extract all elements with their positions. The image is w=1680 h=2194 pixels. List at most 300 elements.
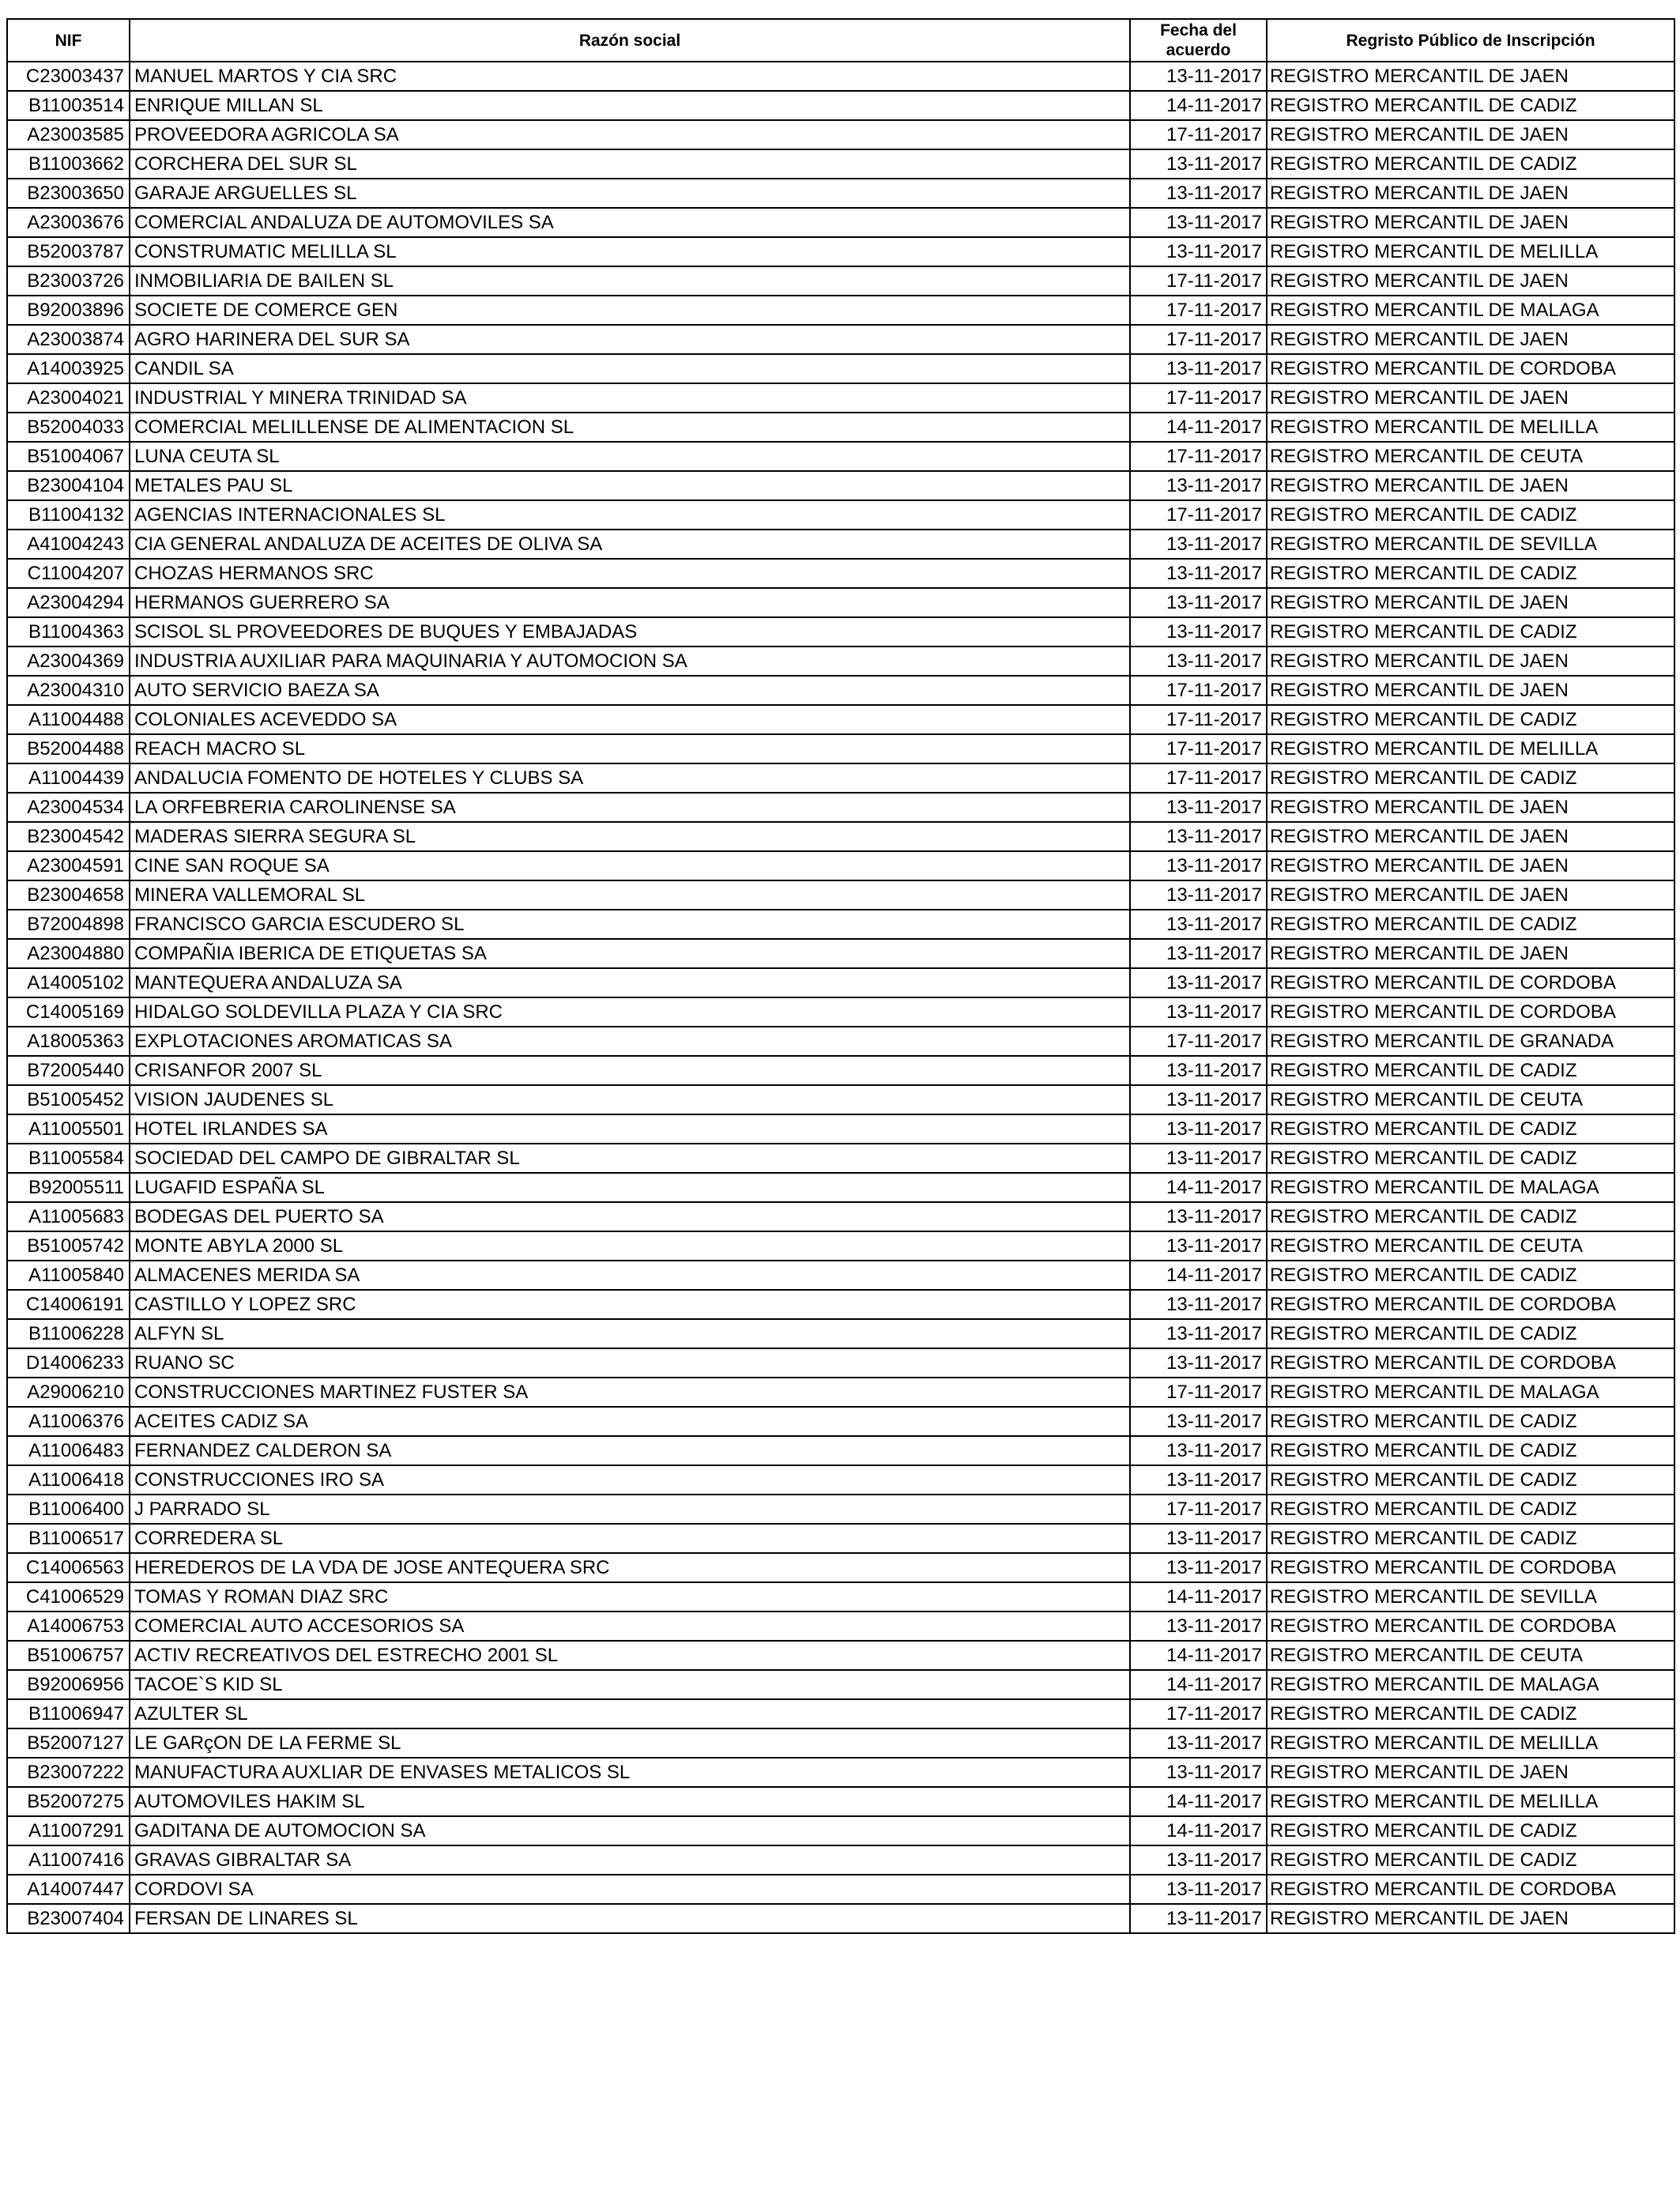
cell-registro: REGISTRO MERCANTIL DE CADIZ bbox=[1267, 1495, 1674, 1524]
cell-fecha: 17-11-2017 bbox=[1130, 120, 1267, 149]
cell-fecha: 13-11-2017 bbox=[1130, 1056, 1267, 1085]
cell-nif: A11006418 bbox=[7, 1465, 130, 1495]
cell-nif: A18005363 bbox=[7, 1027, 130, 1056]
cell-nif: A11005683 bbox=[7, 1202, 130, 1231]
cell-nif: B52003787 bbox=[7, 237, 130, 266]
cell-fecha: 13-11-2017 bbox=[1130, 1144, 1267, 1173]
cell-fecha: 13-11-2017 bbox=[1130, 793, 1267, 822]
cell-fecha: 13-11-2017 bbox=[1130, 1231, 1267, 1261]
cell-fecha: 14-11-2017 bbox=[1130, 1787, 1267, 1816]
cell-fecha: 17-11-2017 bbox=[1130, 296, 1267, 325]
table-row bbox=[7, 734, 1674, 763]
cell-registro: REGISTRO MERCANTIL DE JAEN bbox=[1267, 179, 1674, 208]
cell-razon-social: CORDOVI SA bbox=[130, 1875, 1130, 1904]
cell-nif: B23004542 bbox=[7, 822, 130, 851]
cell-razon-social: REACH MACRO SL bbox=[130, 734, 1130, 763]
table-row bbox=[7, 1378, 1674, 1407]
table-row bbox=[7, 1582, 1674, 1612]
cell-registro: REGISTRO MERCANTIL DE CORDOBA bbox=[1267, 1612, 1674, 1641]
table-row bbox=[7, 1787, 1674, 1816]
cell-fecha: 14-11-2017 bbox=[1130, 1641, 1267, 1670]
cell-nif: B11003514 bbox=[7, 91, 130, 120]
cell-nif: D14006233 bbox=[7, 1348, 130, 1378]
cell-razon-social: HIDALGO SOLDEVILLA PLAZA Y CIA SRC bbox=[130, 997, 1130, 1027]
cell-fecha: 13-11-2017 bbox=[1130, 1319, 1267, 1348]
table-row bbox=[7, 266, 1674, 296]
cell-fecha: 17-11-2017 bbox=[1130, 442, 1267, 471]
cell-razon-social: CINE SAN ROQUE SA bbox=[130, 851, 1130, 880]
cell-registro: REGISTRO MERCANTIL DE CADIZ bbox=[1267, 91, 1674, 120]
cell-fecha: 13-11-2017 bbox=[1130, 237, 1267, 266]
cell-fecha: 17-11-2017 bbox=[1130, 500, 1267, 530]
cell-nif: B11005584 bbox=[7, 1144, 130, 1173]
cell-registro: REGISTRO MERCANTIL DE MELILLA bbox=[1267, 1787, 1674, 1816]
cell-razon-social: INDUSTRIA AUXILIAR PARA MAQUINARIA Y AUTOMOCION SA bbox=[130, 647, 1130, 676]
cell-nif: A41004243 bbox=[7, 530, 130, 559]
cell-registro: REGISTRO MERCANTIL DE CADIZ bbox=[1267, 1436, 1674, 1465]
table-row bbox=[7, 1261, 1674, 1290]
table-row bbox=[7, 1699, 1674, 1728]
cell-registro: REGISTRO MERCANTIL DE CEUTA bbox=[1267, 1641, 1674, 1670]
cell-registro: REGISTRO MERCANTIL DE MALAGA bbox=[1267, 1378, 1674, 1407]
table-row bbox=[7, 1495, 1674, 1524]
cell-nif: B52007275 bbox=[7, 1787, 130, 1816]
cell-razon-social: GRAVAS GIBRALTAR SA bbox=[130, 1845, 1130, 1875]
cell-razon-social: ANDALUCIA FOMENTO DE HOTELES Y CLUBS SA bbox=[130, 763, 1130, 793]
cell-nif: A29006210 bbox=[7, 1378, 130, 1407]
cell-nif: B23007404 bbox=[7, 1904, 130, 1933]
cell-registro: REGISTRO MERCANTIL DE JAEN bbox=[1267, 208, 1674, 237]
cell-registro: REGISTRO MERCANTIL DE JAEN bbox=[1267, 676, 1674, 705]
table-row bbox=[7, 1436, 1674, 1465]
cell-razon-social: AGRO HARINERA DEL SUR SA bbox=[130, 325, 1130, 354]
header-razon-social: Razón social bbox=[130, 19, 1130, 62]
table-row bbox=[7, 559, 1674, 588]
table-row bbox=[7, 676, 1674, 705]
cell-nif: A23004880 bbox=[7, 939, 130, 968]
cell-registro: REGISTRO MERCANTIL DE CADIZ bbox=[1267, 1144, 1674, 1173]
cell-nif: A23003676 bbox=[7, 208, 130, 237]
cell-registro: REGISTRO MERCANTIL DE MALAGA bbox=[1267, 296, 1674, 325]
cell-fecha: 13-11-2017 bbox=[1130, 1290, 1267, 1319]
cell-nif: A11004439 bbox=[7, 763, 130, 793]
table-row bbox=[7, 1728, 1674, 1758]
cell-razon-social: COMPAÑIA IBERICA DE ETIQUETAS SA bbox=[130, 939, 1130, 968]
cell-razon-social: ALMACENES MERIDA SA bbox=[130, 1261, 1130, 1290]
cell-registro: REGISTRO MERCANTIL DE CEUTA bbox=[1267, 1085, 1674, 1114]
cell-fecha: 13-11-2017 bbox=[1130, 617, 1267, 647]
cell-fecha: 13-11-2017 bbox=[1130, 968, 1267, 997]
table-row bbox=[7, 1612, 1674, 1641]
cell-registro: REGISTRO MERCANTIL DE CORDOBA bbox=[1267, 1875, 1674, 1904]
cell-registro: REGISTRO MERCANTIL DE JAEN bbox=[1267, 793, 1674, 822]
table-row bbox=[7, 530, 1674, 559]
cell-fecha: 13-11-2017 bbox=[1130, 1553, 1267, 1582]
table-row bbox=[7, 997, 1674, 1027]
cell-razon-social: FERSAN DE LINARES SL bbox=[130, 1904, 1130, 1933]
cell-nif: B23004658 bbox=[7, 880, 130, 910]
cell-razon-social: EXPLOTACIONES AROMATICAS SA bbox=[130, 1027, 1130, 1056]
cell-nif: A14005102 bbox=[7, 968, 130, 997]
cell-fecha: 13-11-2017 bbox=[1130, 530, 1267, 559]
table-row bbox=[7, 1231, 1674, 1261]
table-row bbox=[7, 880, 1674, 910]
cell-razon-social: LUGAFID ESPAÑA SL bbox=[130, 1173, 1130, 1202]
table-row bbox=[7, 1641, 1674, 1670]
cell-nif: B11004132 bbox=[7, 500, 130, 530]
cell-registro: REGISTRO MERCANTIL DE JAEN bbox=[1267, 1758, 1674, 1787]
table-row bbox=[7, 763, 1674, 793]
cell-registro: REGISTRO MERCANTIL DE CADIZ bbox=[1267, 1407, 1674, 1436]
cell-registro: REGISTRO MERCANTIL DE CORDOBA bbox=[1267, 1553, 1674, 1582]
cell-registro: REGISTRO MERCANTIL DE CADIZ bbox=[1267, 617, 1674, 647]
cell-fecha: 13-11-2017 bbox=[1130, 1524, 1267, 1553]
cell-registro: REGISTRO MERCANTIL DE JAEN bbox=[1267, 647, 1674, 676]
cell-fecha: 17-11-2017 bbox=[1130, 1027, 1267, 1056]
table-row bbox=[7, 910, 1674, 939]
cell-fecha: 13-11-2017 bbox=[1130, 822, 1267, 851]
table-row bbox=[7, 296, 1674, 325]
table-row bbox=[7, 647, 1674, 676]
table-row bbox=[7, 1407, 1674, 1436]
cell-nif: A23004534 bbox=[7, 793, 130, 822]
cell-registro: REGISTRO MERCANTIL DE JAEN bbox=[1267, 822, 1674, 851]
cell-razon-social: ACEITES CADIZ SA bbox=[130, 1407, 1130, 1436]
cell-registro: REGISTRO MERCANTIL DE JAEN bbox=[1267, 880, 1674, 910]
table-row bbox=[7, 1290, 1674, 1319]
cell-nif: B92006956 bbox=[7, 1670, 130, 1699]
table-row bbox=[7, 1465, 1674, 1495]
cell-fecha: 17-11-2017 bbox=[1130, 1378, 1267, 1407]
cell-nif: C11004207 bbox=[7, 559, 130, 588]
cell-nif: B11006947 bbox=[7, 1699, 130, 1728]
cell-fecha: 13-11-2017 bbox=[1130, 62, 1267, 91]
cell-nif: A11007291 bbox=[7, 1816, 130, 1845]
cell-razon-social: GARAJE ARGUELLES SL bbox=[130, 179, 1130, 208]
cell-razon-social: MANUFACTURA AUXLIAR DE ENVASES METALICOS SL bbox=[130, 1758, 1130, 1787]
cell-razon-social: AUTO SERVICIO BAEZA SA bbox=[130, 676, 1130, 705]
cell-fecha: 13-11-2017 bbox=[1130, 1348, 1267, 1378]
table-row bbox=[7, 208, 1674, 237]
cell-nif: A14006753 bbox=[7, 1612, 130, 1641]
cell-registro: REGISTRO MERCANTIL DE CORDOBA bbox=[1267, 997, 1674, 1027]
table-row bbox=[7, 179, 1674, 208]
cell-razon-social: COMERCIAL AUTO ACCESORIOS SA bbox=[130, 1612, 1130, 1641]
cell-nif: C14005169 bbox=[7, 997, 130, 1027]
cell-fecha: 13-11-2017 bbox=[1130, 208, 1267, 237]
cell-registro: REGISTRO MERCANTIL DE CEUTA bbox=[1267, 442, 1674, 471]
cell-registro: REGISTRO MERCANTIL DE JAEN bbox=[1267, 383, 1674, 413]
header-nif: NIF bbox=[7, 19, 130, 62]
cell-nif: A11004488 bbox=[7, 705, 130, 734]
cell-nif: A23003874 bbox=[7, 325, 130, 354]
table-row bbox=[7, 1085, 1674, 1114]
cell-razon-social: LE GARçON DE LA FERME SL bbox=[130, 1728, 1130, 1758]
cell-razon-social: LUNA CEUTA SL bbox=[130, 442, 1130, 471]
cell-razon-social: AUTOMOVILES HAKIM SL bbox=[130, 1787, 1130, 1816]
cell-fecha: 14-11-2017 bbox=[1130, 91, 1267, 120]
cell-fecha: 13-11-2017 bbox=[1130, 997, 1267, 1027]
cell-fecha: 13-11-2017 bbox=[1130, 354, 1267, 383]
cell-razon-social: CORCHERA DEL SUR SL bbox=[130, 149, 1130, 179]
cell-nif: A11006376 bbox=[7, 1407, 130, 1436]
cell-fecha: 13-11-2017 bbox=[1130, 1758, 1267, 1787]
cell-nif: B11006400 bbox=[7, 1495, 130, 1524]
cell-fecha: 13-11-2017 bbox=[1130, 647, 1267, 676]
cell-fecha: 13-11-2017 bbox=[1130, 1085, 1267, 1114]
cell-nif: B52007127 bbox=[7, 1728, 130, 1758]
cell-registro: REGISTRO MERCANTIL DE MELILLA bbox=[1267, 1728, 1674, 1758]
table-row bbox=[7, 413, 1674, 442]
cell-nif: A14003925 bbox=[7, 354, 130, 383]
table-row bbox=[7, 1670, 1674, 1699]
table-row bbox=[7, 1904, 1674, 1933]
cell-razon-social: CONSTRUCCIONES MARTINEZ FUSTER SA bbox=[130, 1378, 1130, 1407]
cell-registro: REGISTRO MERCANTIL DE CADIZ bbox=[1267, 1056, 1674, 1085]
table-row bbox=[7, 237, 1674, 266]
cell-nif: A11007416 bbox=[7, 1845, 130, 1875]
header-row bbox=[7, 19, 1674, 62]
cell-registro: REGISTRO MERCANTIL DE CADIZ bbox=[1267, 1319, 1674, 1348]
cell-fecha: 13-11-2017 bbox=[1130, 471, 1267, 500]
table-row bbox=[7, 1173, 1674, 1202]
cell-registro: REGISTRO MERCANTIL DE JAEN bbox=[1267, 471, 1674, 500]
cell-nif: B11006228 bbox=[7, 1319, 130, 1348]
cell-registro: REGISTRO MERCANTIL DE CORDOBA bbox=[1267, 1290, 1674, 1319]
table-row bbox=[7, 1816, 1674, 1845]
cell-fecha: 13-11-2017 bbox=[1130, 559, 1267, 588]
cell-registro: REGISTRO MERCANTIL DE MALAGA bbox=[1267, 1670, 1674, 1699]
cell-nif: B72005440 bbox=[7, 1056, 130, 1085]
cell-registro: REGISTRO MERCANTIL DE JAEN bbox=[1267, 62, 1674, 91]
cell-registro: REGISTRO MERCANTIL DE CADIZ bbox=[1267, 1816, 1674, 1845]
cell-nif: B23003650 bbox=[7, 179, 130, 208]
cell-nif: B51006757 bbox=[7, 1641, 130, 1670]
table-header bbox=[7, 19, 1674, 62]
table-row bbox=[7, 1524, 1674, 1553]
cell-registro: REGISTRO MERCANTIL DE SEVILLA bbox=[1267, 1582, 1674, 1612]
cell-fecha: 13-11-2017 bbox=[1130, 149, 1267, 179]
cell-registro: REGISTRO MERCANTIL DE JAEN bbox=[1267, 939, 1674, 968]
cell-nif: B51004067 bbox=[7, 442, 130, 471]
cell-razon-social: CHOZAS HERMANOS SRC bbox=[130, 559, 1130, 588]
cell-registro: REGISTRO MERCANTIL DE CADIZ bbox=[1267, 559, 1674, 588]
cell-fecha: 14-11-2017 bbox=[1130, 1670, 1267, 1699]
cell-razon-social: AGENCIAS INTERNACIONALES SL bbox=[130, 500, 1130, 530]
cell-registro: REGISTRO MERCANTIL DE GRANADA bbox=[1267, 1027, 1674, 1056]
cell-fecha: 17-11-2017 bbox=[1130, 763, 1267, 793]
cell-nif: A23004294 bbox=[7, 588, 130, 617]
cell-fecha: 17-11-2017 bbox=[1130, 705, 1267, 734]
cell-nif: B92005511 bbox=[7, 1173, 130, 1202]
cell-razon-social: GADITANA DE AUTOMOCION SA bbox=[130, 1816, 1130, 1845]
cell-registro: REGISTRO MERCANTIL DE CADIZ bbox=[1267, 1261, 1674, 1290]
table-row bbox=[7, 705, 1674, 734]
cell-razon-social: MONTE ABYLA 2000 SL bbox=[130, 1231, 1130, 1261]
cell-nif: B23004104 bbox=[7, 471, 130, 500]
cell-fecha: 13-11-2017 bbox=[1130, 1436, 1267, 1465]
table-row bbox=[7, 1056, 1674, 1085]
cell-registro: REGISTRO MERCANTIL DE JAEN bbox=[1267, 120, 1674, 149]
cell-fecha: 17-11-2017 bbox=[1130, 1699, 1267, 1728]
cell-fecha: 13-11-2017 bbox=[1130, 179, 1267, 208]
cell-registro: REGISTRO MERCANTIL DE JAEN bbox=[1267, 588, 1674, 617]
table-row bbox=[7, 62, 1674, 91]
header-registro: Regristo Público de Inscripción bbox=[1267, 19, 1674, 62]
cell-fecha: 13-11-2017 bbox=[1130, 1845, 1267, 1875]
table-row bbox=[7, 1114, 1674, 1144]
cell-registro: REGISTRO MERCANTIL DE CORDOBA bbox=[1267, 968, 1674, 997]
cell-razon-social: AZULTER SL bbox=[130, 1699, 1130, 1728]
cell-nif: B11004363 bbox=[7, 617, 130, 647]
cell-razon-social: ACTIV RECREATIVOS DEL ESTRECHO 2001 SL bbox=[130, 1641, 1130, 1670]
cell-nif: A11006483 bbox=[7, 1436, 130, 1465]
cell-razon-social: SOCIETE DE COMERCE GEN bbox=[130, 296, 1130, 325]
table-row bbox=[7, 91, 1674, 120]
table-row bbox=[7, 471, 1674, 500]
cell-nif: B51005742 bbox=[7, 1231, 130, 1261]
cell-registro: REGISTRO MERCANTIL DE MELILLA bbox=[1267, 237, 1674, 266]
table-body bbox=[7, 62, 1674, 1933]
cell-nif: C14006563 bbox=[7, 1553, 130, 1582]
cell-razon-social: SOCIEDAD DEL CAMPO DE GIBRALTAR SL bbox=[130, 1144, 1130, 1173]
cell-registro: REGISTRO MERCANTIL DE MALAGA bbox=[1267, 1173, 1674, 1202]
cell-registro: REGISTRO MERCANTIL DE MELILLA bbox=[1267, 413, 1674, 442]
table-row bbox=[7, 968, 1674, 997]
cell-registro: REGISTRO MERCANTIL DE CADIZ bbox=[1267, 1465, 1674, 1495]
cell-nif: C23003437 bbox=[7, 62, 130, 91]
table-row bbox=[7, 1202, 1674, 1231]
cell-razon-social: INDUSTRIAL Y MINERA TRINIDAD SA bbox=[130, 383, 1130, 413]
cell-fecha: 13-11-2017 bbox=[1130, 939, 1267, 968]
cell-nif: A23004021 bbox=[7, 383, 130, 413]
cell-nif: A23003585 bbox=[7, 120, 130, 149]
cell-nif: A11005840 bbox=[7, 1261, 130, 1290]
table-row bbox=[7, 149, 1674, 179]
cell-fecha: 14-11-2017 bbox=[1130, 413, 1267, 442]
cell-razon-social: CIA GENERAL ANDALUZA DE ACEITES DE OLIVA SA bbox=[130, 530, 1130, 559]
cell-razon-social: HEREDEROS DE LA VDA DE JOSE ANTEQUERA SRC bbox=[130, 1553, 1130, 1582]
cell-nif: B11006517 bbox=[7, 1524, 130, 1553]
cell-fecha: 14-11-2017 bbox=[1130, 1261, 1267, 1290]
cell-nif: B23007222 bbox=[7, 1758, 130, 1787]
cell-razon-social: LA ORFEBRERIA CAROLINENSE SA bbox=[130, 793, 1130, 822]
cell-razon-social: CASTILLO Y LOPEZ SRC bbox=[130, 1290, 1130, 1319]
cell-fecha: 14-11-2017 bbox=[1130, 1173, 1267, 1202]
cell-registro: REGISTRO MERCANTIL DE CADIZ bbox=[1267, 705, 1674, 734]
table-row bbox=[7, 1348, 1674, 1378]
table-row bbox=[7, 1319, 1674, 1348]
cell-razon-social: SCISOL SL PROVEEDORES DE BUQUES Y EMBAJADAS bbox=[130, 617, 1130, 647]
cell-nif: C41006529 bbox=[7, 1582, 130, 1612]
cell-razon-social: COMERCIAL ANDALUZA DE AUTOMOVILES SA bbox=[130, 208, 1130, 237]
cell-nif: A23004369 bbox=[7, 647, 130, 676]
cell-fecha: 13-11-2017 bbox=[1130, 910, 1267, 939]
cell-fecha: 17-11-2017 bbox=[1130, 1495, 1267, 1524]
table-row bbox=[7, 1144, 1674, 1173]
cell-razon-social: TACOE`S KID SL bbox=[130, 1670, 1130, 1699]
cell-razon-social: FRANCISCO GARCIA ESCUDERO SL bbox=[130, 910, 1130, 939]
table-row bbox=[7, 851, 1674, 880]
cell-nif: C14006191 bbox=[7, 1290, 130, 1319]
cell-fecha: 13-11-2017 bbox=[1130, 1612, 1267, 1641]
cell-registro: REGISTRO MERCANTIL DE CADIZ bbox=[1267, 1699, 1674, 1728]
cell-razon-social: TOMAS Y ROMAN DIAZ SRC bbox=[130, 1582, 1130, 1612]
cell-nif: B23003726 bbox=[7, 266, 130, 296]
cell-razon-social: CONSTRUCCIONES IRO SA bbox=[130, 1465, 1130, 1495]
cell-razon-social: PROVEEDORA AGRICOLA SA bbox=[130, 120, 1130, 149]
cell-nif: A23004310 bbox=[7, 676, 130, 705]
cell-razon-social: ENRIQUE MILLAN SL bbox=[130, 91, 1130, 120]
cell-fecha: 17-11-2017 bbox=[1130, 734, 1267, 763]
table-row bbox=[7, 500, 1674, 530]
cell-fecha: 13-11-2017 bbox=[1130, 1465, 1267, 1495]
cell-fecha: 13-11-2017 bbox=[1130, 1202, 1267, 1231]
cell-razon-social: BODEGAS DEL PUERTO SA bbox=[130, 1202, 1130, 1231]
table-row bbox=[7, 588, 1674, 617]
table-row bbox=[7, 617, 1674, 647]
cell-registro: REGISTRO MERCANTIL DE SEVILLA bbox=[1267, 530, 1674, 559]
cell-nif: A23004591 bbox=[7, 851, 130, 880]
cell-razon-social: VISION JAUDENES SL bbox=[130, 1085, 1130, 1114]
cell-fecha: 14-11-2017 bbox=[1130, 1816, 1267, 1845]
cell-fecha: 13-11-2017 bbox=[1130, 851, 1267, 880]
cell-razon-social: HERMANOS GUERRERO SA bbox=[130, 588, 1130, 617]
cell-razon-social: CANDIL SA bbox=[130, 354, 1130, 383]
table-row bbox=[7, 325, 1674, 354]
table-row bbox=[7, 939, 1674, 968]
cell-razon-social: FERNANDEZ CALDERON SA bbox=[130, 1436, 1130, 1465]
table-row bbox=[7, 1553, 1674, 1582]
cell-nif: B52004488 bbox=[7, 734, 130, 763]
cell-nif: B51005452 bbox=[7, 1085, 130, 1114]
cell-fecha: 13-11-2017 bbox=[1130, 1875, 1267, 1904]
cell-razon-social: INMOBILIARIA DE BAILEN SL bbox=[130, 266, 1130, 296]
cell-registro: REGISTRO MERCANTIL DE JAEN bbox=[1267, 1904, 1674, 1933]
table-row bbox=[7, 1875, 1674, 1904]
cell-razon-social: METALES PAU SL bbox=[130, 471, 1130, 500]
cell-razon-social: CONSTRUMATIC MELILLA SL bbox=[130, 237, 1130, 266]
cell-razon-social: J PARRADO SL bbox=[130, 1495, 1130, 1524]
table-row bbox=[7, 793, 1674, 822]
cell-nif: B52004033 bbox=[7, 413, 130, 442]
cell-razon-social: ALFYN SL bbox=[130, 1319, 1130, 1348]
table-row bbox=[7, 442, 1674, 471]
cell-nif: B11003662 bbox=[7, 149, 130, 179]
cell-fecha: 13-11-2017 bbox=[1130, 1114, 1267, 1144]
table-row bbox=[7, 822, 1674, 851]
cell-razon-social: HOTEL IRLANDES SA bbox=[130, 1114, 1130, 1144]
cell-registro: REGISTRO MERCANTIL DE JAEN bbox=[1267, 325, 1674, 354]
table-row bbox=[7, 1758, 1674, 1787]
cell-razon-social: MADERAS SIERRA SEGURA SL bbox=[130, 822, 1130, 851]
cell-fecha: 13-11-2017 bbox=[1130, 1407, 1267, 1436]
cell-registro: REGISTRO MERCANTIL DE CADIZ bbox=[1267, 763, 1674, 793]
cell-razon-social: RUANO SC bbox=[130, 1348, 1130, 1378]
cell-fecha: 13-11-2017 bbox=[1130, 1728, 1267, 1758]
cell-fecha: 14-11-2017 bbox=[1130, 1582, 1267, 1612]
header-fecha: Fecha del acuerdo bbox=[1130, 19, 1267, 62]
cell-nif: B92003896 bbox=[7, 296, 130, 325]
cell-razon-social: COMERCIAL MELILLENSE DE ALIMENTACION SL bbox=[130, 413, 1130, 442]
table-row bbox=[7, 383, 1674, 413]
cell-registro: REGISTRO MERCANTIL DE CADIZ bbox=[1267, 1202, 1674, 1231]
table-row bbox=[7, 1027, 1674, 1056]
cell-nif: B72004898 bbox=[7, 910, 130, 939]
cell-fecha: 13-11-2017 bbox=[1130, 880, 1267, 910]
cell-fecha: 13-11-2017 bbox=[1130, 588, 1267, 617]
table-row bbox=[7, 1845, 1674, 1875]
